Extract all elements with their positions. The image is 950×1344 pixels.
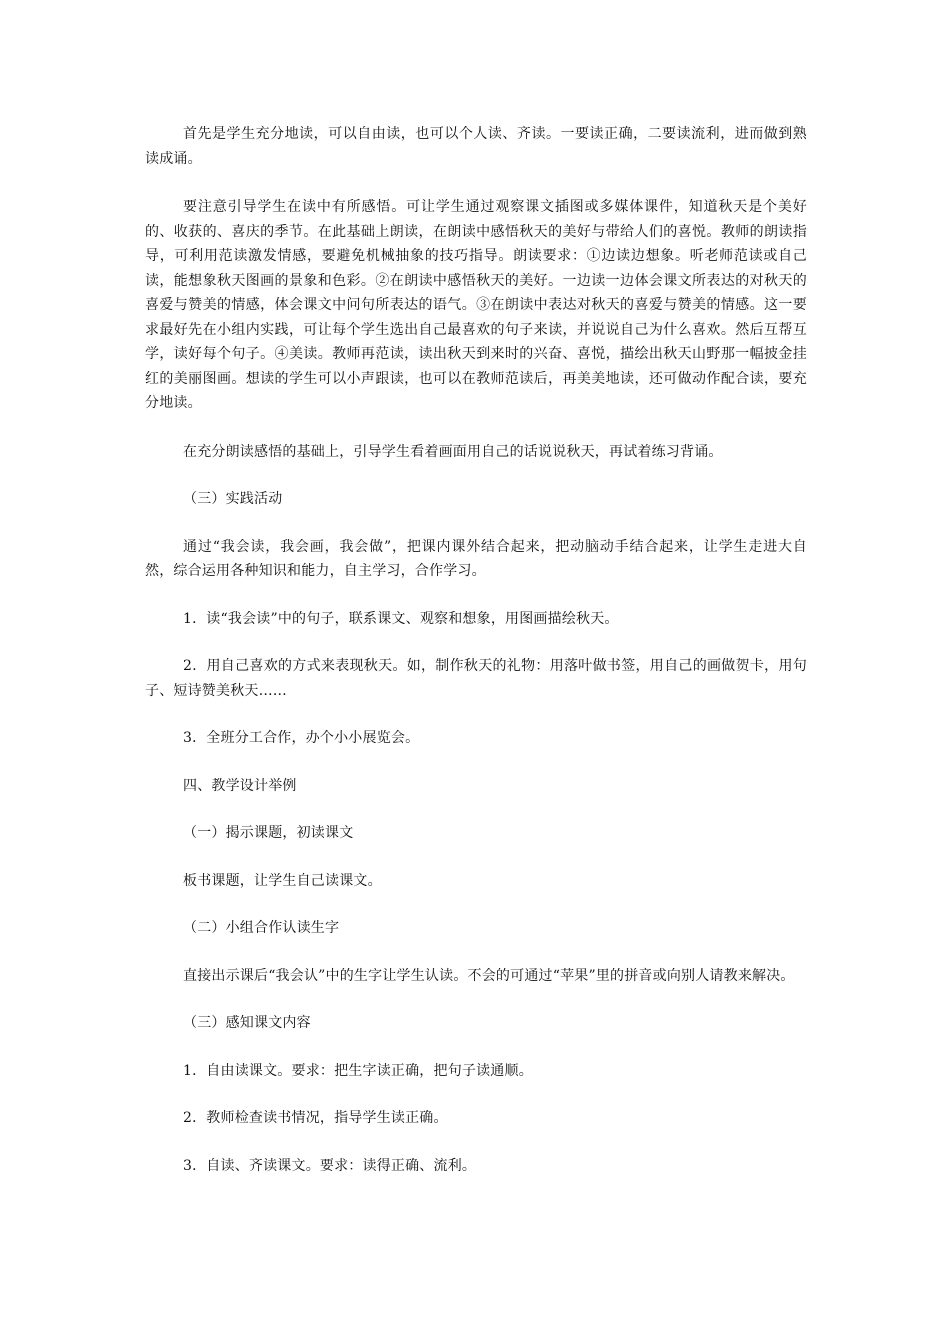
heading-teaching-design: 四、教学设计举例 [183,777,297,794]
list-item-perceive-3: 3．自读、齐读课文。要求：读得正确、流利。 [183,1157,477,1174]
heading-perceive-content: （三）感知课文内容 [183,1015,311,1031]
paragraph-reading-guidance: 要注意引导学生在读中有所感悟。可让学生通过观察课文插图或多媒体课件，知道秋天是个美好的、收获的、喜庆的季节。在此基础上朗读，在朗读中感悟秋天的美好与带给人们的喜悦。教师的朗读指导，可利用范读激发情感，要避免机械抽象的技巧指导。朗读要求：①边读边想象。听老师范读或自己读，能想象秋天图画的景象和色彩。②在朗读中感悟秋天的美好。一边读一边体会课文所表达的对秋天的喜爱与赞美的情感，体会课文中问句所表达的语气。③在朗读中表达对秋天的喜爱与赞美的情感。这一要求最好先在小组内实践，可让每个学生选出自己最喜欢的句子来读，并说说自己为什么喜欢。然后互帮互学，读好每个句子。④美读。教师再范读，读出秋天到来时的兴奋、喜悦，描绘出秋天山野那一幅披金挂红的美丽图画。想读的学生可以小声跟读，也可以在教师范读后，再美美地读，还可做动作配合读，要充分地读。 [145,199,807,411]
list-item-practice-2: 2．用自己喜欢的方式来表现秋天。如，制作秋天的礼物：用落叶做书签，用自己的画做贺卡，用句子、短诗赞美秋天…… [145,658,807,699]
list-item-perceive-1: 1．自由读课文。要求：把生字读正确，把句子读通顺。 [183,1062,533,1079]
paragraph-write-title: 板书课题，让学生自己读课文。 [183,872,382,889]
heading-reveal-title: （一）揭示课题，初读课文 [183,825,354,841]
list-item-perceive-2: 2．教师检查读书情况，指导学生读正确。 [183,1110,448,1126]
list-item-practice-1: 1．读“我会读”中的句子，联系课文、观察和想象，用图画描绘秋天。 [183,610,619,627]
paragraph-reading-first: 首先是学生充分地读，可以自由读，也可以个人读、齐读。一要读正确，二要读流利，进而做到熟读成诵。 [145,126,807,167]
heading-group-characters: （二）小组合作认读生字 [183,920,340,936]
paragraph-characters: 直接出示课后“我会认”中的生字让学生认读。不会的可通过“苹果”里的拼音或向别人请教来解决。 [183,967,795,984]
document-page [145,122,807,1178]
paragraph-recitation: 在充分朗读感悟的基础上，引导学生看着画面用自己的话说说秋天，再试着练习背诵。 [183,443,723,460]
heading-practice-activities: （三）实践活动 [183,491,283,507]
paragraph-practice-intro: 通过“我会读，我会画，我会做”，把课内课外结合起来，把动脑动手结合起来，让学生走进大自然，综合运用各种知识和能力，自主学习，合作学习。 [145,538,807,579]
list-item-practice-3: 3．全班分工合作，办个小小展览会。 [183,730,420,746]
